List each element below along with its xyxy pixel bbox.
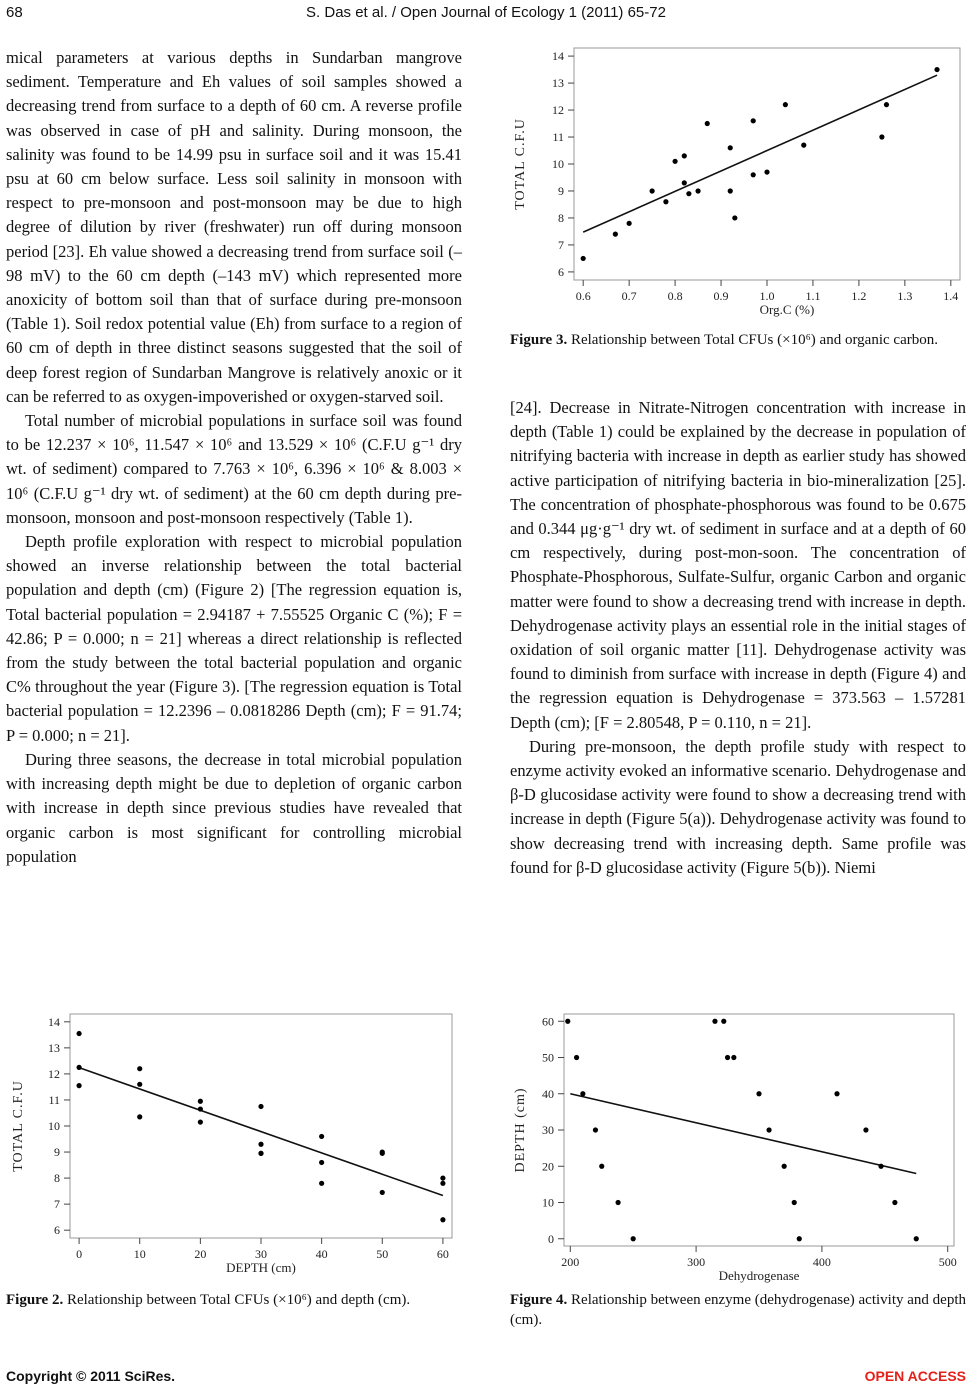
regression-line	[79, 1068, 443, 1196]
data-point	[682, 180, 687, 185]
plot-frame	[70, 1014, 452, 1238]
figure-4-plot	[508, 1008, 968, 1286]
running-title: S. Das et al. / Open Journal of Ecology 1 (2011) 65-72	[306, 4, 666, 21]
y-tick-label: 12	[48, 1066, 60, 1081]
data-point	[613, 232, 618, 237]
y-tick-label: 0	[548, 1231, 554, 1246]
data-point	[440, 1175, 445, 1180]
data-point	[76, 1031, 81, 1036]
figure-2-plot	[6, 1008, 462, 1286]
data-point	[76, 1065, 81, 1070]
data-point	[581, 256, 586, 261]
data-point	[834, 1091, 839, 1096]
x-tick-label: 20	[194, 1247, 207, 1261]
data-point	[615, 1200, 620, 1205]
left-paragraph-3: Depth profile exploration with respect to microbial population showed an inverse relationship between the total bacterial population and depth (cm) (Figure 2) [The regression equation is, Total bacterial population = 2.94187 + 7.55525 Organic C (%); F = 42.86; P = 0.000; n = 21] whereas a direct relationship is reflected from the study between the total bacterial population and organic C% throughout the year (Figure 3). [The regression equation is Total bacterial population = 12.2396 – 0.0818286 Depth (cm); F = 91.74; P = 0.000; n = 21].	[6, 532, 462, 745]
left-paragraph-1: mical parameters at various depths in Sundarban mangrove sediment. Temperature and Eh values of soil samples showed a decreasing trend from surface to a depth of 60 cm. A reverse profile was observed in case of pH and salinity. During monsoon, the salinity was found to be 14.99 psu in surface soil and it was 15.41 psu at 60 cm below surface. Less soil salinity in monsoon with respect to pre-monsoon and post-monsoon may be due to high degree of dilution by river (freshwater) run off during monsoon period [23]. Eh value showed a decreasing trend from surface soil (–98 mV) to the 60 cm depth (–143 mV) which represented more anoxicity of bottom soil than that of surface during pre-monsoon (Table 1). Soil redox potential value (Eh) from surface to a region of 60 cm of depth in three distinct seasons suggested that the soil of deep forest region of Sundarban Mangrove is relatively anoxic or it can be referred to as oxygen-impoverished or oxygen-starved soil.	[6, 48, 462, 406]
data-point	[914, 1236, 919, 1241]
x-tick-label: 1.4	[943, 289, 959, 303]
data-point	[319, 1134, 324, 1139]
y-tick-label: 13	[48, 1040, 60, 1055]
y-tick-label: 14	[48, 1014, 60, 1029]
data-point	[686, 191, 691, 196]
data-point	[863, 1127, 868, 1132]
y-tick-label: 8	[558, 210, 564, 225]
x-axis-label: Org.C (%)	[759, 302, 815, 317]
figure-3-caption-text: Relationship between Total CFUs (×10⁶) and organic carbon.	[570, 332, 938, 348]
data-point	[440, 1181, 445, 1186]
data-point	[663, 199, 668, 204]
x-tick-label: 1.0	[759, 289, 775, 303]
data-point	[565, 1019, 570, 1024]
y-axis-label: TOTAL C.F.U	[513, 118, 528, 210]
x-tick-label: 40	[315, 1247, 328, 1261]
data-point	[751, 118, 756, 123]
y-tick-label: 7	[558, 237, 564, 252]
left-column	[6, 46, 462, 869]
figure-3-plot	[508, 40, 968, 318]
x-tick-label: 400	[812, 1255, 831, 1269]
open-access-badge: OPEN ACCESS	[864, 1368, 966, 1384]
figure-2-caption	[6, 1290, 462, 1310]
data-point	[751, 172, 756, 177]
data-point	[731, 1055, 736, 1060]
data-point	[574, 1055, 579, 1060]
data-point	[599, 1164, 604, 1169]
x-tick-label: 50	[376, 1247, 389, 1261]
data-point	[631, 1236, 636, 1241]
y-tick-label: 14	[552, 49, 564, 64]
data-point	[258, 1151, 263, 1156]
y-tick-label: 11	[48, 1092, 60, 1107]
x-tick-label: 0.6	[575, 289, 591, 303]
data-point	[627, 221, 632, 226]
plot-frame	[574, 48, 960, 280]
data-point	[580, 1091, 585, 1096]
y-tick-label: 10	[542, 1195, 554, 1210]
y-tick-label: 9	[54, 1145, 60, 1160]
data-point	[764, 169, 769, 174]
data-point	[380, 1151, 385, 1156]
x-tick-label: 500	[938, 1255, 957, 1269]
x-axis-label: DEPTH (cm)	[226, 1260, 296, 1275]
data-point	[705, 121, 710, 126]
figure-4-chart	[508, 1008, 968, 1286]
page-header	[0, 4, 972, 24]
data-point	[198, 1106, 203, 1111]
data-point	[728, 188, 733, 193]
left-paragraph-4: During three seasons, the decrease in total microbial population with increasing depth might be due to depletion of organic carbon with increase in depth since previous studies have revealed that organic carbon is most significant for controlling microbial population	[6, 749, 462, 866]
right-column	[510, 396, 966, 880]
data-point	[137, 1066, 142, 1071]
y-tick-label: 12	[552, 103, 564, 118]
regression-line	[583, 75, 937, 232]
x-tick-label: 300	[687, 1255, 706, 1269]
figure-4-caption	[510, 1290, 966, 1330]
data-point	[695, 188, 700, 193]
y-tick-label: 40	[542, 1086, 554, 1101]
regression-line	[570, 1094, 916, 1174]
data-point	[319, 1181, 324, 1186]
data-point	[258, 1104, 263, 1109]
y-tick-label: 8	[54, 1171, 60, 1186]
x-axis-label: Dehydrogenase	[718, 1268, 800, 1283]
data-point	[380, 1190, 385, 1195]
y-tick-label: 9	[558, 183, 564, 198]
data-point	[879, 134, 884, 139]
right-paragraph-1: [24]. Decrease in Nitrate-Nitrogen concentration with increase in depth (Table 1) could be explained by the decrease in population of nitrifying bacteria with increase in depth as earlier study has showed active participation of nitrifying bacteria in bio-mineralization [25]. The concentration of phosphate-phosphorous was found to be 0.675 and 0.344 μg·g⁻¹ dry wt. of sediment in surface and at a depth of 60 cm respectively, during post-mon-soon. The concentration of Phosphate-Phosphorous, Sulfate-Sulfur, organic Carbon and organic matter were found to show a decreasing trend with increase in depth. Dehydrogenase activity plays an essential role in the initial stages of oxidation of soil organic matter [11]. Dehydrogenase activity was found to diminish from surface with increase in depth (Figure 4) and the regression equation is Dehydrogenase = 373.563 – 1.57281 Depth (cm); [F = 2.80548, P = 0.110, n = 21].	[510, 398, 966, 732]
figure-3-label: Figure 3.	[510, 332, 568, 348]
data-point	[721, 1019, 726, 1024]
page-footer	[6, 1368, 966, 1386]
data-point	[782, 1164, 787, 1169]
data-point	[766, 1127, 771, 1132]
figure-4-label: Figure 4.	[510, 1292, 568, 1308]
data-point	[712, 1019, 717, 1024]
x-tick-label: 10	[133, 1247, 146, 1261]
left-paragraph-2: Total number of microbial populations in surface soil was found to be 12.237 × 10⁶, 11.547 × 10⁶ and 13.529 × 10⁶ (C.F.U g⁻¹ dry wt. of sediment) compared to 7.763 × 10⁶, 6.396 × 10⁶ & 8.003 × 10⁶ (C.F.U g⁻¹ dry wt. of sediment) at the 60 cm depth during pre-monsoon, monsoon and post-monsoon respectively (Table 1).	[6, 411, 462, 527]
data-point	[137, 1082, 142, 1087]
page-number: 68	[6, 4, 23, 21]
data-point	[732, 215, 737, 220]
data-point	[198, 1119, 203, 1124]
data-point	[593, 1127, 598, 1132]
right-paragraph-2: During pre-monsoon, the depth profile study with respect to enzyme activity evoked an informative scenario. Dehydrogenase and β-D glucosidase activity were found to show a decreasing trend with increase in depth (Figure 5(a)). Dehydrogenase activity was found to show decreasing trend with increasing depth. Same profile was found for β-D glucosidase activity (Figure 5(b)). Niemi	[510, 736, 966, 877]
data-point	[198, 1099, 203, 1104]
x-tick-label: 0.9	[713, 289, 729, 303]
y-tick-label: 11	[552, 130, 564, 145]
figure-4-caption-text: Relationship between enzyme (dehydrogenase) activity and depth (cm).	[510, 1292, 967, 1328]
data-point	[725, 1055, 730, 1060]
x-tick-label: 1.2	[851, 289, 867, 303]
x-tick-label: 0	[76, 1247, 83, 1261]
y-tick-label: 6	[54, 1223, 60, 1238]
y-tick-label: 60	[542, 1014, 554, 1029]
y-tick-label: 6	[558, 264, 564, 279]
y-tick-label: 10	[48, 1119, 60, 1133]
data-point	[682, 153, 687, 158]
data-point	[783, 102, 788, 107]
data-point	[76, 1083, 81, 1088]
plot-frame	[564, 1014, 954, 1246]
data-point	[801, 143, 806, 148]
x-tick-label: 200	[561, 1255, 580, 1269]
y-axis-label: DEPTH (cm)	[513, 1087, 528, 1173]
x-tick-label: 0.8	[667, 289, 683, 303]
data-point	[137, 1114, 142, 1119]
y-tick-label: 20	[542, 1159, 554, 1174]
data-point	[728, 145, 733, 150]
figure-3-chart	[508, 40, 968, 318]
data-point	[672, 159, 677, 164]
x-tick-label: 1.3	[897, 289, 913, 303]
x-tick-label: 60	[436, 1247, 449, 1261]
data-point	[934, 67, 939, 72]
data-point	[319, 1160, 324, 1165]
x-tick-label: 1.1	[805, 289, 821, 303]
y-tick-label: 50	[542, 1050, 554, 1065]
y-tick-label: 7	[54, 1197, 60, 1212]
y-tick-label: 10	[552, 157, 564, 171]
figure-2-chart	[6, 1008, 462, 1286]
y-axis-label: TOTAL C.F.U	[11, 1080, 26, 1172]
figure-2-label: Figure 2.	[6, 1292, 64, 1308]
data-point	[797, 1236, 802, 1241]
data-point	[258, 1142, 263, 1147]
data-point	[792, 1200, 797, 1205]
data-point	[756, 1091, 761, 1096]
data-point	[884, 102, 889, 107]
copyright-notice: Copyright © 2011 SciRes.	[6, 1368, 176, 1384]
data-point	[878, 1164, 883, 1169]
data-point	[440, 1217, 445, 1222]
figure-2-caption-text: Relationship between Total CFUs (×10⁶) and depth (cm).	[66, 1292, 411, 1308]
figure-3-caption	[510, 330, 966, 350]
y-tick-label: 30	[542, 1123, 554, 1137]
x-tick-label: 0.7	[621, 289, 637, 303]
x-tick-label: 30	[255, 1247, 267, 1261]
y-tick-label: 13	[552, 76, 564, 91]
data-point	[650, 188, 655, 193]
data-point	[892, 1200, 897, 1205]
